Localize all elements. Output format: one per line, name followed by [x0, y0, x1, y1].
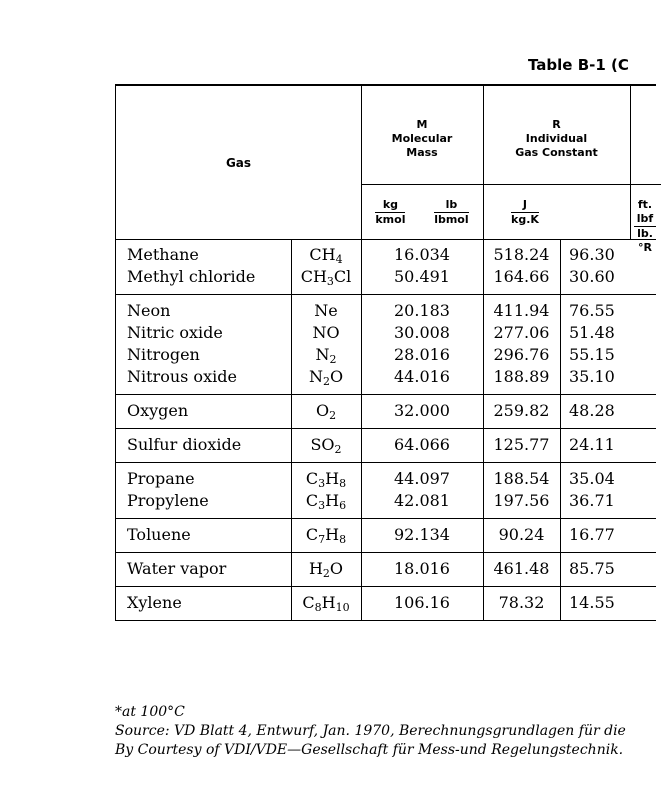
table-row	[116, 322, 656, 344]
table-row	[116, 266, 656, 288]
gas-constant-eng-cell: 14.55	[569, 593, 615, 612]
row-group	[116, 295, 656, 395]
unit-kg-per-kmol: $\frac{kg}{\text{kmol}}$	[375, 198, 406, 226]
gas-constant-si-cell: 259.82	[493, 401, 550, 420]
gas-constant-si-cell: 411.94	[493, 301, 550, 320]
gas-constant-eng-cell: 96.30	[569, 245, 615, 264]
table-row	[116, 434, 656, 456]
gas-constant-eng-cell: 24.11	[569, 435, 615, 454]
gas-constant-eng-cell: 35.10	[569, 367, 615, 386]
gas-constant-si-cell: 188.89	[493, 367, 550, 386]
header-rule	[361, 184, 661, 185]
gas-constant-eng-cell: 35.04	[569, 469, 615, 488]
gas-constant-si-cell: 188.54	[493, 469, 550, 488]
table-row	[116, 558, 656, 580]
r-label-line2: Gas Constant	[515, 146, 598, 159]
molecular-mass-cell: 28.016	[394, 345, 450, 364]
gas-constant-eng-cell: 48.28	[569, 401, 615, 420]
formula-cell: $CH_4$	[309, 245, 343, 266]
formula-cell: $N_2O$	[308, 367, 344, 388]
gas-constant-si-cell: 125.77	[493, 435, 550, 454]
formula-cell: NO	[312, 323, 340, 342]
footnotes	[115, 703, 626, 760]
gas-name-cell: Propylene	[127, 491, 209, 510]
formula-cell: $C_7H_8$	[305, 525, 347, 546]
row-group	[116, 239, 656, 295]
table-header	[115, 84, 656, 254]
footnote-source: Source: VD Blatt 4, Entwurf, Jan. 1970, Berechnungsgrundlagen für die	[115, 723, 626, 739]
gas-name-cell: Propane	[127, 469, 195, 488]
formula-cell: $C_8H_{10}$	[302, 593, 350, 614]
gas-constant-si-cell: 461.48	[493, 559, 550, 578]
molecular-mass-header	[361, 118, 483, 160]
molecular-mass-cell: 42.081	[394, 491, 450, 510]
formula-cell: $O_2$	[315, 401, 337, 422]
gas-constant-eng-cell: 76.55	[569, 301, 615, 320]
table-row	[116, 344, 656, 366]
molecular-mass-cell: 30.008	[394, 323, 450, 342]
table-row	[116, 468, 656, 490]
table-title: Table B-1 (C	[528, 56, 629, 74]
row-group	[116, 463, 656, 519]
table-row	[116, 244, 656, 266]
formula-cell: $CH_3Cl$	[300, 267, 352, 288]
gas-constant-eng-cell: 30.60	[569, 267, 615, 286]
table-body	[115, 239, 656, 621]
gas-constant-si-cell: 90.24	[498, 525, 545, 544]
gas-name-cell: Nitrogen	[127, 345, 200, 364]
gas-name-cell: Xylene	[127, 593, 182, 612]
formula-cell: $C_3H_6$	[305, 491, 347, 512]
gas-constant-eng-cell: 55.15	[569, 345, 615, 364]
m-label-line1: Molecular	[391, 132, 453, 145]
gas-constant-si-cell: 296.76	[493, 345, 550, 364]
m-symbol: M	[416, 118, 428, 131]
table-row	[116, 524, 656, 546]
gas-name-cell: Toluene	[127, 525, 191, 544]
table-row	[116, 366, 656, 388]
m-label-line2: Mass	[406, 146, 438, 159]
r-symbol: R	[552, 118, 561, 131]
gas-constant-eng-cell: 51.48	[569, 323, 615, 342]
molecular-mass-cell: 20.183	[394, 301, 450, 320]
row-group	[116, 553, 656, 587]
gas-constant-si-cell: 78.32	[498, 593, 545, 612]
gas-name-cell: Methane	[127, 245, 199, 264]
molecular-mass-units	[361, 198, 483, 227]
formula-cell: $N_2$	[315, 345, 337, 366]
table-row	[116, 300, 656, 322]
formula-cell: $C_3H_8$	[305, 469, 347, 490]
formula-cell: Ne	[314, 301, 338, 320]
molecular-mass-cell: 106.16	[394, 593, 450, 612]
unit-lb-per-lbmol: $\frac{lb}{\text{lbmol}}$	[434, 198, 469, 226]
header-divider	[483, 86, 484, 239]
gas-constant-si-cell: 277.06	[493, 323, 550, 342]
r-label-line1: Individual	[525, 132, 588, 145]
molecular-mass-cell: 50.491	[394, 267, 450, 286]
row-group	[116, 429, 656, 463]
gas-constant-eng-cell: 16.77	[569, 525, 615, 544]
gas-name-cell: Oxygen	[127, 401, 189, 420]
unit-ftlbf-per-lbr: ft. lbf lb.°R	[634, 198, 656, 255]
footnote-asterisk: *at 100°C	[115, 704, 185, 720]
molecular-mass-cell: 64.066	[394, 435, 450, 454]
formula-cell: $H_2O$	[308, 559, 344, 580]
gas-constant-si-cell: 197.56	[493, 491, 550, 510]
gas-constant-si-cell: 164.66	[493, 267, 550, 286]
table-row	[116, 592, 656, 614]
table-row	[116, 490, 656, 512]
footnote-courtesy: By Courtesy of VDI/VDE—Gesellschaft für Mess-und Regelungstechnik.	[115, 742, 624, 758]
row-group	[116, 587, 656, 621]
row-group	[116, 395, 656, 429]
molecular-mass-cell: 32.000	[394, 401, 450, 420]
gas-constant-si-cell: 518.24	[493, 245, 550, 264]
gas-name-cell: Methyl chloride	[127, 267, 256, 286]
molecular-mass-cell: 92.134	[394, 525, 450, 544]
molecular-mass-cell: 18.016	[394, 559, 450, 578]
gas-name-cell: Sulfur dioxide	[127, 435, 242, 454]
gas-constant-eng-cell: 85.75	[569, 559, 615, 578]
gas-constant-eng-cell: 36.71	[569, 491, 615, 510]
row-group	[116, 519, 656, 553]
gas-name-cell: Water vapor	[127, 559, 227, 578]
gas-name-cell: Neon	[127, 301, 171, 320]
gas-name-cell: Nitrous oxide	[127, 367, 237, 386]
formula-cell: $SO_2$	[310, 435, 342, 456]
molecular-mass-cell: 44.097	[394, 469, 450, 488]
molecular-mass-cell: 16.034	[394, 245, 450, 264]
table-row	[116, 400, 656, 422]
header-divider	[630, 86, 631, 239]
gas-constant-header	[483, 118, 630, 160]
gas-column-header: Gas	[225, 156, 252, 170]
molecular-mass-cell: 44.016	[394, 367, 450, 386]
unit-j-per-kgk: $\frac{J}{kg.K}$	[511, 198, 539, 226]
gas-name-cell: Nitric oxide	[127, 323, 223, 342]
